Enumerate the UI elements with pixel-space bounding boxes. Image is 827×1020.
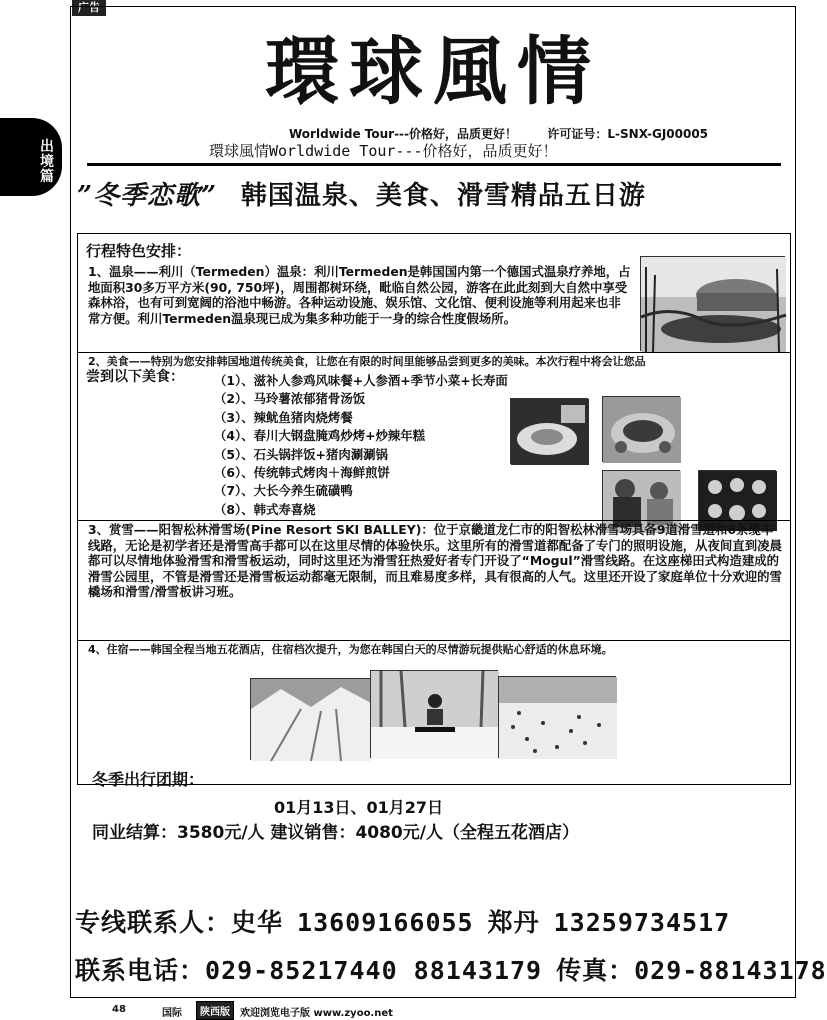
menu-item: （2）、马玲薯浓郁猪骨汤饭 [214,391,366,407]
menu-item: （3）、辣鱿鱼猪肉烧烤餐 [214,409,353,425]
tel-label: 联系电话： [75,956,206,985]
menu-item: （1）、滋补人参鸡风味餐+人参酒+季节小菜+长寿面 [214,373,508,388]
itinerary-heading: 行程特色安排： [86,242,192,260]
divider [78,352,790,353]
footer-site: 欢迎浏览电子版 www.zyoo.net [240,1008,393,1019]
divider [78,640,790,641]
menu-item: （4）、春川大钢盘腌鸡炒烤+炒辣年糕 [214,428,426,444]
ski-paragraph: 3、赏雪——阳智松林滑雪场(Pine Resort SKI BALLEY)：位于京畿道龙仁市的阳智松林滑雪场具备9道滑雪道和6条缆车线路，无论是初学者还是滑雪高手都可以在这里尽情的体验快乐。这里所有的滑雪道都配备了专门的照明设施，从夜间直到凌晨都可以尽情地体验滑雪和滑雪板运动，同时这里还为滑雪狂热爱好者专门开设了“Mogul”滑雪线路。在这座梯田式构造建成的滑雪公园里，不管是滑雪还是滑雪板运动都毫无限制，而且难易度多样，具有很高的人气。这里还开设了家庭单位十分欢迎的雪橇场和滑雪/滑雪板讲习班。 [88,522,782,600]
brand-title: 環球風情 [265,29,601,115]
departure-dates: 01月13日、01月27日 [274,798,444,817]
fax-label: 传真： [556,956,635,985]
snowboard-photo [370,670,498,758]
edition-badge: 陕西版 [196,1001,234,1020]
korean-dish-photo [510,398,588,464]
price-line: 同业结算：3580元/人 建议销售：4080元/人（全程五花酒店） [92,823,579,843]
menu-item: （5）、石头锅拌饭+猪肉涮涮锅 [214,446,388,462]
contact-label: 专线联系人： [75,908,232,937]
contact-phones [75,951,827,987]
section-tab [0,118,62,196]
ad-frame [70,6,827,998]
divider [78,520,790,521]
itinerary-box [77,233,791,843]
korean-dish-photo [602,396,680,462]
page-number: 48 [112,1004,126,1015]
ski-slope-photo [250,678,370,760]
contact-person: 郑丹 [487,908,540,937]
lodging-paragraph: 4、住宿——韩国全程当地五花酒店，住宿档次提升，为您在韩国白天的尽情游玩提供贴心舒适的休息环境。 [88,643,613,656]
section-tab-label: 出境篇 [40,139,54,185]
food-lead: 尝到以下美食： [86,369,184,385]
contact-phone: 13259734517 [553,908,731,937]
ad-tag: 广告 [72,0,106,16]
tel-number: 029-85217440 88143179 [205,956,543,985]
headline-main: 韩国温泉、美食、滑雪精品五日游 [240,181,646,211]
food-intro: 2、美食——特别为您安排韩国地道传统美食，让您在有限的时间里能够品尝到更多的美味。本次行程中将会让您品 [88,355,646,368]
headline-quote: ”冬季恋歌” [77,181,217,211]
fax-number: 029-88143178 [634,956,827,985]
contact-person: 史华 [231,908,284,937]
tour-headline [77,175,793,212]
license-number: 许可证号：L-SNX-GJ00005 [547,127,709,141]
korean-dish-photo [698,470,776,530]
menu-item: （8）、韩式寿喜烧 [214,501,316,517]
onsen-resort-photo [640,256,785,351]
divider [87,163,781,166]
page-footer [0,1000,800,1018]
contact-phone: 13609166055 [297,908,474,937]
departure-heading: 冬季出行团期： [92,770,205,789]
contact-persons [75,903,793,939]
footer-section: 国际 [162,1008,182,1019]
menu-item: （6）、传统韩式烤肉＋海鲜煎饼 [214,465,390,481]
ski-crowd-photo [498,676,616,758]
menu-item: （7）、大长今养生硫磺鸭 [214,483,353,499]
onsen-paragraph: 1、温泉——利川（Termeden）温泉：利川Termeden是韩国国内第一个德国式温泉疗养地，占地面积30多万平方米(90, 750坪)，周围都树环绕，毗临自然公园，游客在此此刻到大自然中享受森林浴，也有可到宽阔的浴池中畅游。各种运动设施、娱乐馆、文化馆、便利设施等利用起来也非常方便。利川Termeden温泉现已成为集多种功能于一身的综合性度假场所。 [88,264,631,326]
food-menu-list [214,372,508,519]
tagline-en-text: Worldwide Tour---价格好，品质更好！ [289,127,518,141]
brand-tagline-cn: 環球風情Worldwide Tour---价格好，品质更好！ [209,142,558,160]
